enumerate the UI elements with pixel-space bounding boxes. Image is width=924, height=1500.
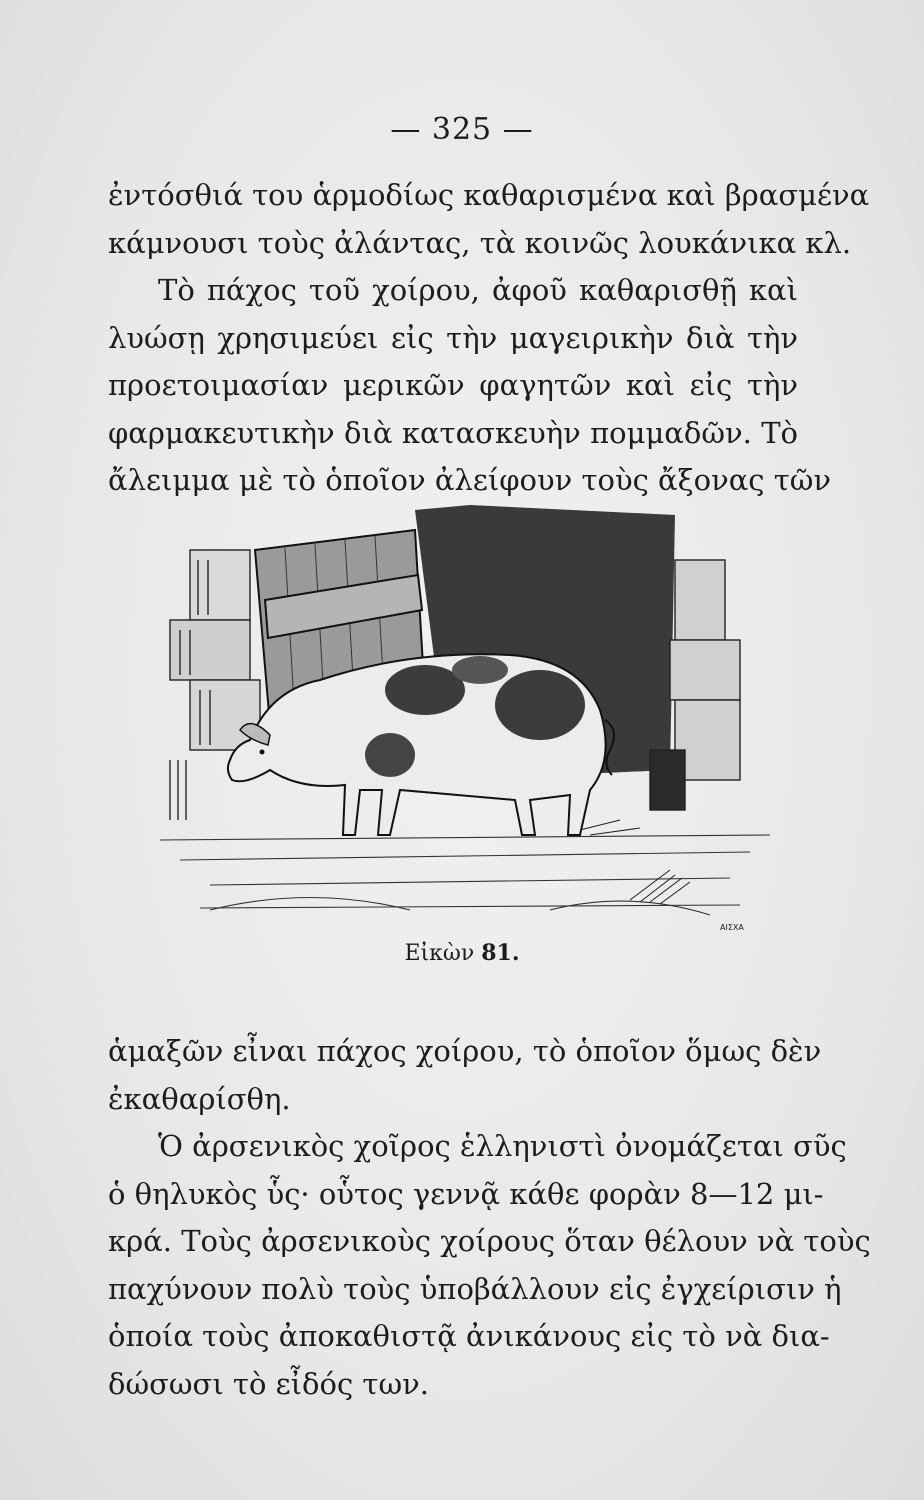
- straw: [580, 820, 690, 904]
- text-line: ὁ θηλυκὸς ὗς· οὗτος γεννᾷ κάθε φορὰν 8—12 μι-: [108, 1176, 824, 1211]
- text-line: φαρμακευτικὴν διὰ κατασκευὴν πομμαδῶν. Τὸ: [108, 415, 798, 450]
- caption-prefix: Εἰκὼν: [404, 941, 475, 966]
- text-line: ἐκαθαρίσθη.: [108, 1081, 291, 1116]
- text-line: Τὸ πάχος τοῦ χοίρου, ἀφοῦ καθαρισθῇ καὶ: [158, 273, 798, 307]
- figure-caption: [0, 940, 924, 966]
- text-line: λυώσῃ χρησιμεύει εἰς τὴν μαγειρικὴν διὰ τὴν: [108, 320, 798, 355]
- text-line: προετοιμασίαν μερικῶν φαγητῶν καὶ εἰς τὴν: [108, 368, 798, 402]
- engraver-signature: ΑΙΣΧΑ: [720, 923, 744, 932]
- text-line: ὁποία τοὺς ἀποκαθιστᾷ ἀνικάνους εἰς τὸ νὰ δια-: [108, 1319, 830, 1353]
- caption-number: 81.: [481, 940, 520, 966]
- paragraph-top: [108, 172, 870, 505]
- text-line: ἄλειμμα μὲ τὸ ὁποῖον ἀλείφουν τοὺς ἄξονας τῶν: [108, 463, 832, 497]
- text-line: κρά. Τοὺς ἀρσενικοὺς χοίρους ὅταν θέλουν νὰ τοὺς: [108, 1224, 871, 1258]
- text-line: ἐντόσθιά του ἁρμοδίως καθαρισμένα καὶ βρασμένα: [108, 178, 870, 212]
- ground-hatching: [160, 835, 770, 915]
- text-line: Ὁ ἀρσενικὸς χοῖρος ἑλληνιστὶ ὀνομάζεται σῦς: [158, 1129, 847, 1163]
- text-line: κάμνουσι τοὺς ἀλάντας, τὰ κοινῶς λουκάνικα κλ.: [108, 225, 852, 260]
- page-number: — 325 —: [390, 112, 534, 147]
- text-line: ἁμαξῶν εἶναι πάχος χοίρου, τὸ ὁποῖον ὅμως δὲν: [108, 1034, 822, 1068]
- text-line: δώσωσι τὸ εἶδός των.: [108, 1366, 429, 1401]
- text-line: παχύνουν πολὺ τοὺς ὑποβάλλουν εἰς ἐγχείρισιν ἡ: [108, 1271, 842, 1306]
- paragraph-bottom: [108, 1028, 871, 1408]
- pig-engraving: [150, 490, 780, 940]
